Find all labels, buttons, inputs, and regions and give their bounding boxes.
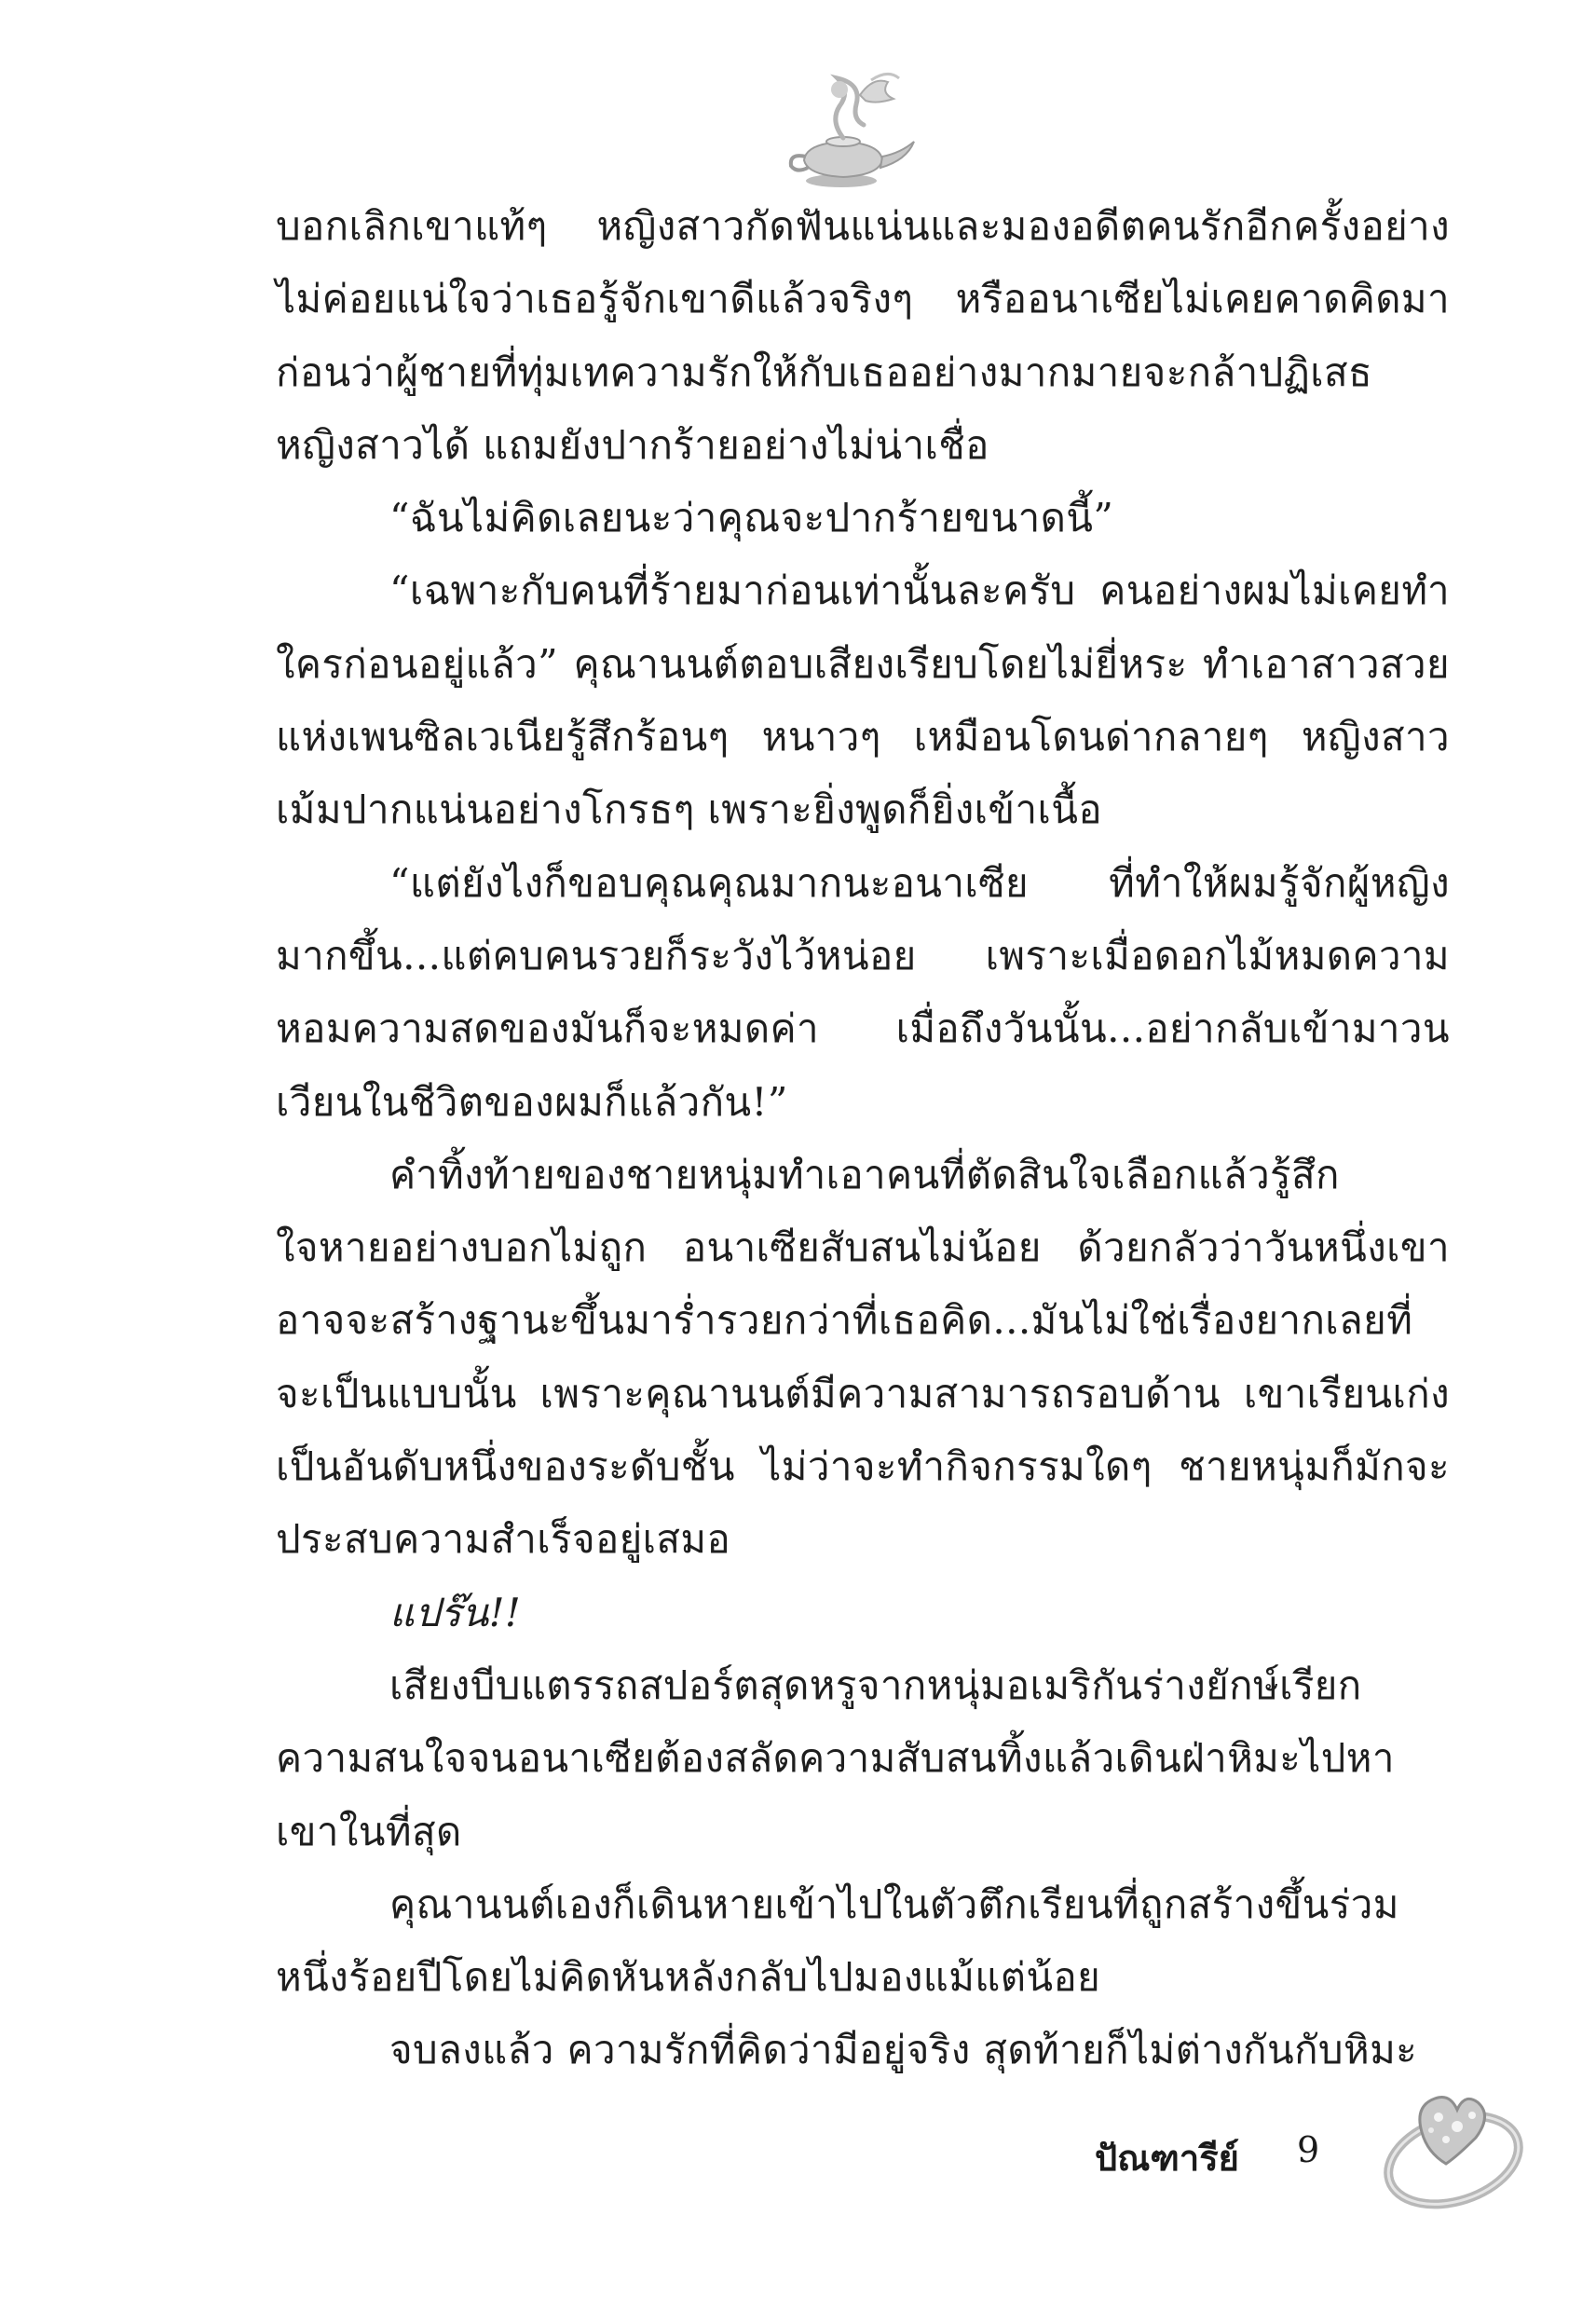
paragraph-1: บอกเลิกเขาแท้ๆ หญิงสาวกัดฟันแน่นและมองอดีตคนรักอีกครั้งอย่างไม่ค่อยแน่ใจว่าเธอรู้จักเขาดีแล้วจริงๆ หรืออนาเซียไม่เคยคาดคิดมาก่อนว่าผู้ชายที่ทุ่มเทความรักให้กับเธออย่างมากมายจะกล้าปฏิเสธหญิงสาวได้ แถมยังปากร้ายอย่างไม่น่าเชื่อ [276,203,1450,468]
paragraph-9: จบลงแล้ว ความรักที่คิดว่ามีอยู่จริง สุดท้ายก็ไม่ต่างกันกับหิมะ [389,2027,1418,2073]
page-number: 9 [1297,2129,1320,2170]
paragraph-4: “แต่ยังไงก็ขอบคุณคุณมากนะอนาเซีย ที่ทำให้ผมรู้จักผู้หญิงมากขึ้น...แต่คบคนรวยก็ระวังไว้หน่อย เพราะเมื่อดอกไม้หมดความหอมความสดของมันก็จะหมดค่า เมื่อถึงวันนั้น...อย่ากลับเข้ามาวนเวียนในชีวิตของผมก็แล้วกัน!” [276,859,1450,1125]
book-title: ปัณฑารีย์ [1095,2137,1239,2179]
genie-lamp-icon [778,67,918,193]
paragraph-8: คุณานนต์เองก็เดินหายเข้าไปในตัวตึกเรียนที่ถูกสร้างขึ้นร่วมหนึ่งร้อยปีโดยไม่คิดหันหลังกลับไปมองแม้แต่น้อย [276,1880,1399,2001]
paragraph-2: “ฉันไม่คิดเลยนะว่าคุณจะปากร้ายขนาดนี้” [389,495,1114,541]
paragraph-5: คำทิ้งท้ายของชายหนุ่มทำเอาคนที่ตัดสินใจเลือกแล้วรู้สึกใจหายอย่างบอกไม่ถูก อนาเซียสับสนไม่น้อย ด้วยกลัวว่าวันหนึ่งเขาอาจจะสร้างฐานะขึ้นมาร่ำรวยกว่าที่เธอคิด...มันไม่ใช่เรื่องยากเลยที่จะเป็นแบบนั้น เพราะคุณานนต์มีความสามารถรอบด้าน เขาเรียนเก่งเป็นอันดับหนึ่งของระดับชั้น ไม่ว่าจะทำกิจกรรมใดๆ ชายหนุ่มก็มักจะประสบความสำเร็จอยู่เสมอ [276,1151,1450,1563]
paragraph-7: เสียงบีบแตรรถสปอร์ตสุดหรูจากหนุ่มอเมริกันร่างยักษ์เรียกความสนใจจนอนาเซียต้องสลัดความสับสนทิ้งแล้วเดินฝ่าหิมะไปหาเขาในที่สุด [276,1661,1395,1854]
body-text [276,190,1450,2087]
diamond-ring-icon [1368,2078,1531,2218]
paragraph-6: แปร๊น!! [389,1589,522,1635]
paragraph-3: “เฉพาะกับคนที่ร้ายมาก่อนเท่านั้นละครับ คนอย่างผมไม่เคยทำใครก่อนอยู่แล้ว” คุณานนต์ตอบเสียงเรียบโดยไม่ยี่หระ ทำเอาสาวสวยแห่งเพนซิลเวเนียรู้สึกร้อนๆ หนาวๆ เหมือนโดนด่ากลายๆ หญิงสาวเม้มปากแน่นอย่างโกรธๆ เพราะยิ่งพูดก็ยิ่งเข้าเนื้อ [276,567,1450,833]
